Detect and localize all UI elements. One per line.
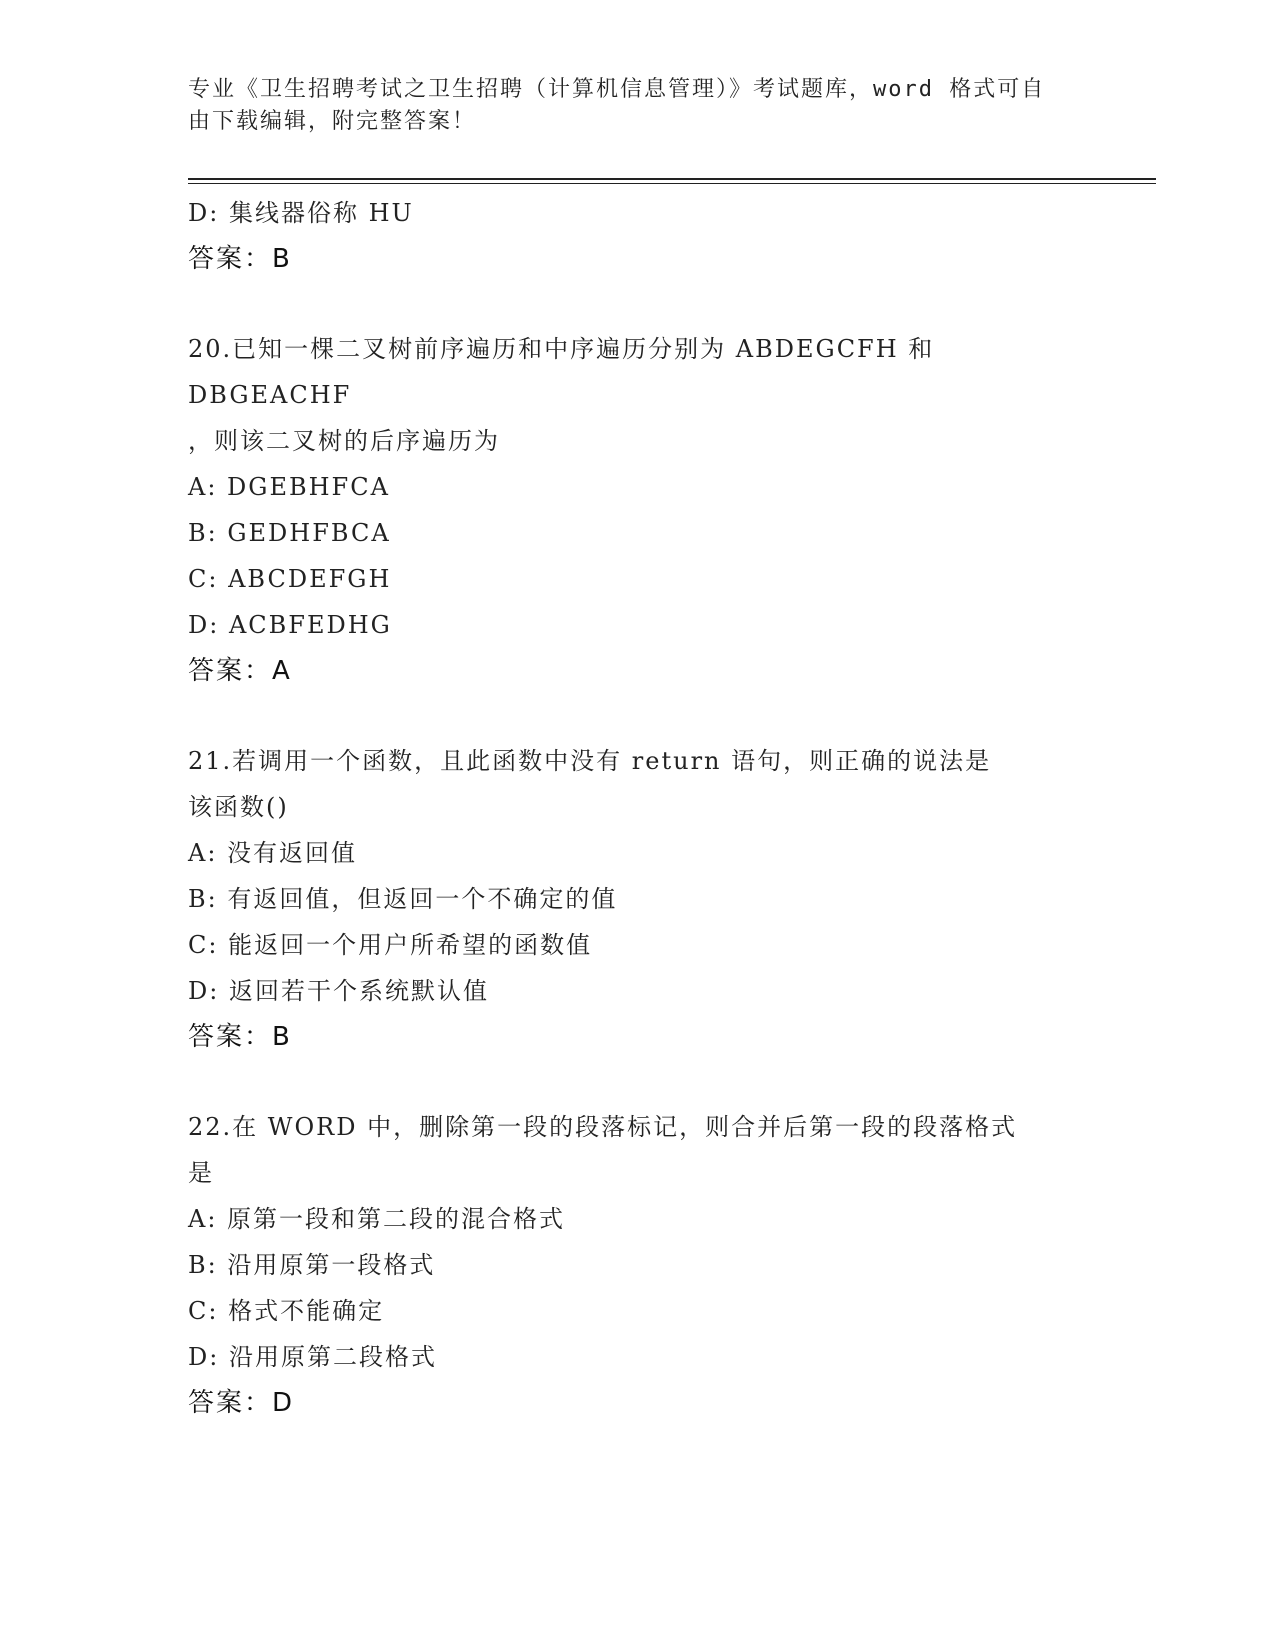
question-stem-line-1: 21.若调用一个函数，且此函数中没有 return 语句，则正确的说法是 [188, 747, 992, 775]
question-20 [188, 326, 1088, 694]
question-21 [188, 738, 1088, 1060]
question-stem-line-2: 是 [188, 1159, 214, 1187]
option-d: D: 沿用原第二段格式 [188, 1343, 437, 1371]
answer-line: 答案：A [188, 656, 292, 686]
question-stem-line-2: ，则该二叉树的后序遍历为 [188, 427, 500, 455]
header-divider-thin [188, 183, 1156, 184]
option-c: C: 格式不能确定 [188, 1297, 385, 1325]
option-a: A: DGEBHFCA [188, 473, 390, 501]
question-gap [188, 282, 1088, 326]
header-line-2: 由下载编辑，附完整答案！ [188, 109, 477, 134]
answer-line: 答案：B [188, 1022, 292, 1052]
header-line-1: 专业《卫生招聘考试之卫生招聘（计算机信息管理）》考试题库，word 格式可自 [188, 77, 1046, 102]
question-stem-line-1: 22.在 WORD 中，删除第一段的段落标记，则合并后第一段的段落格式 [188, 1113, 1018, 1141]
header-divider-thick [188, 178, 1156, 180]
answer-line: 答案：D [188, 1388, 295, 1418]
document-header [188, 74, 1068, 138]
option-a: A: 没有返回值 [188, 839, 358, 867]
option-c: C: ABCDEFGH [188, 565, 392, 593]
question-22 [188, 1104, 1088, 1426]
question-gap [188, 694, 1088, 738]
question-list [188, 190, 1088, 1426]
option-a: A: 原第一段和第二段的混合格式 [188, 1205, 566, 1233]
option-d: D: ACBFEDHG [188, 611, 392, 639]
option-b: B: GEDHFBCA [188, 519, 391, 547]
option-d: D: 返回若干个系统默认值 [188, 977, 489, 1005]
option-b: B: 有返回值，但返回一个不确定的值 [188, 885, 618, 913]
option-c: C: 能返回一个用户所希望的函数值 [188, 931, 593, 959]
question-stem-line-1: 20.已知一棵二叉树前序遍历和中序遍历分别为 ABDEGCFH 和 DBGEACHF [188, 335, 935, 409]
option-b: B: 沿用原第一段格式 [188, 1251, 436, 1279]
question-stem-line-2: 该函数() [188, 793, 289, 821]
answer-line: 答案：B [188, 244, 292, 274]
question-gap [188, 1060, 1088, 1104]
question-19-tail [188, 190, 1088, 282]
option-d: D: 集线器俗称 HU [188, 199, 414, 227]
